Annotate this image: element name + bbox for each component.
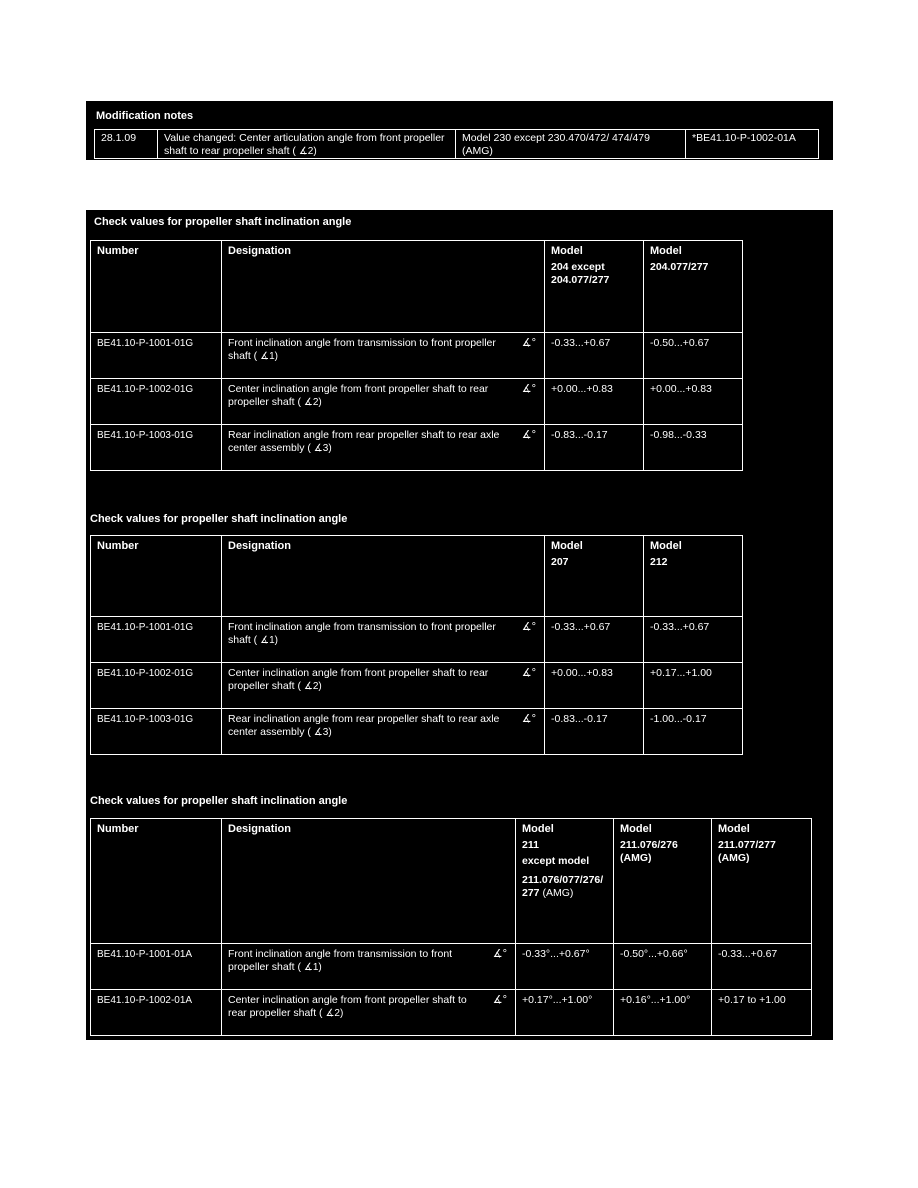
header-model-value: 211.077/277 (AMG) bbox=[718, 839, 776, 864]
table2-title: Check values for propeller shaft inclination angle bbox=[90, 513, 348, 525]
row-number: BE41.10-P-1002-01G bbox=[97, 384, 194, 395]
header-model-label: Model bbox=[620, 823, 652, 835]
table-header-row bbox=[91, 819, 812, 944]
header-model-value: 204.077/277 bbox=[650, 261, 709, 273]
angle-icon: ∡° bbox=[492, 948, 507, 960]
header-model-amg: (AMG) bbox=[542, 887, 574, 899]
header-designation: Designation bbox=[228, 823, 291, 835]
row-value: -0.33°...+0.67° bbox=[522, 948, 590, 960]
modification-reference: *BE41.10-P-1002-01A bbox=[692, 132, 796, 144]
modification-notes-panel bbox=[86, 101, 833, 160]
row-designation: Front inclination angle from transmission to front propeller shaft ( ∡1) ∡° bbox=[228, 948, 507, 973]
header-designation: Designation bbox=[228, 245, 291, 257]
row-designation: Center inclination angle from front propeller shaft to rear propeller shaft ( ∡2) ∡° bbox=[228, 383, 536, 408]
row-value: -0.33...+0.67 bbox=[551, 337, 611, 349]
angle-2-symbol: ∡2) bbox=[325, 1008, 344, 1019]
header-model-excluded: 211.076/077/276/ 277 bbox=[522, 874, 604, 899]
header-model-value: 211.076/276 (AMG) bbox=[620, 839, 678, 864]
angle-2-symbol: ∡2) bbox=[303, 681, 322, 692]
angle-icon: ∡° bbox=[521, 667, 536, 679]
row-value: -0.33...+0.67 bbox=[551, 621, 611, 633]
modification-model: Model 230 except 230.470/472/ 474/479 (AMG) bbox=[462, 132, 650, 157]
table-row bbox=[91, 333, 743, 379]
header-model-label: Model bbox=[650, 245, 682, 257]
table-row bbox=[91, 709, 743, 755]
header-designation: Designation bbox=[228, 540, 291, 552]
header-model-label: Model bbox=[718, 823, 750, 835]
row-designation: Rear inclination angle from rear propeller shaft to rear axle center assembly ( ∡3) ∡° bbox=[228, 429, 536, 454]
angle-3-symbol: ∡3) bbox=[313, 727, 332, 738]
modification-date: 28.1.09 bbox=[101, 132, 137, 144]
angle-icon: ∡° bbox=[521, 713, 536, 725]
table-header-row bbox=[91, 536, 743, 617]
table1 bbox=[90, 240, 743, 471]
row-value: +0.00...+0.83 bbox=[551, 383, 613, 395]
row-value: -0.83...-0.17 bbox=[551, 713, 608, 725]
row-number: BE41.10-P-1001-01G bbox=[97, 338, 194, 349]
row-designation: Front inclination angle from transmission to front propeller shaft ( ∡1) ∡° bbox=[228, 621, 536, 646]
row-designation: Rear inclination angle from rear propeller shaft to rear axle center assembly ( ∡3) ∡° bbox=[228, 713, 536, 738]
header-model-value: 207 bbox=[551, 556, 569, 568]
table-row bbox=[91, 663, 743, 709]
table-header-row bbox=[91, 241, 743, 333]
angle-2-symbol: ∡2) bbox=[303, 397, 322, 408]
header-model-label: Model bbox=[551, 245, 583, 257]
header-model-value: 204 except 204.077/277 bbox=[551, 261, 610, 286]
row-value: -0.50...+0.67 bbox=[650, 337, 710, 349]
header-model-value: 212 bbox=[650, 556, 668, 568]
angle-icon: ∡° bbox=[521, 429, 536, 441]
row-number: BE41.10-P-1003-01G bbox=[97, 714, 194, 725]
angle-1-symbol: ∡1) bbox=[303, 962, 322, 973]
angle-1-symbol: ∡1) bbox=[260, 635, 278, 646]
table2 bbox=[90, 535, 743, 755]
table-row bbox=[91, 944, 812, 990]
header-model-label: Model bbox=[650, 540, 682, 552]
modification-notes-table bbox=[94, 129, 819, 159]
table3 bbox=[90, 818, 812, 1036]
header-model-label: Model bbox=[522, 823, 554, 835]
row-value: +0.00...+0.83 bbox=[650, 383, 712, 395]
row-designation: Front inclination angle from transmission to front propeller shaft ( ∡1) ∡° bbox=[228, 337, 536, 362]
angle-2-symbol: ∡2) bbox=[298, 146, 317, 157]
row-value: -0.33...+0.67 bbox=[718, 948, 778, 960]
angle-1-symbol: ∡1) bbox=[260, 351, 278, 362]
header-model-except: except model bbox=[522, 855, 590, 867]
row-value: +0.17...+1.00 bbox=[650, 667, 712, 679]
header-model-value: 211 bbox=[522, 839, 539, 851]
row-value: +0.17 to +1.00 bbox=[718, 994, 786, 1006]
table-row bbox=[91, 425, 743, 471]
angle-icon: ∡° bbox=[521, 621, 536, 633]
table3-title: Check values for propeller shaft inclination angle bbox=[90, 795, 348, 807]
row-value: -0.83...-0.17 bbox=[551, 429, 608, 441]
angle-icon: ∡° bbox=[521, 383, 536, 395]
check-values-panel bbox=[86, 210, 833, 1040]
row-value: -0.33...+0.67 bbox=[650, 621, 710, 633]
angle-icon: ∡° bbox=[492, 994, 507, 1006]
row-value: -0.98...-0.33 bbox=[650, 429, 707, 441]
table1-title: Check values for propeller shaft inclination angle bbox=[94, 216, 352, 228]
table-row bbox=[95, 130, 819, 159]
row-value: +0.00...+0.83 bbox=[551, 667, 613, 679]
row-number: BE41.10-P-1002-01A bbox=[97, 995, 193, 1006]
header-number: Number bbox=[97, 245, 139, 257]
table-row bbox=[91, 617, 743, 663]
row-value: +0.16°...+1.00° bbox=[620, 994, 691, 1006]
row-value: -0.50°...+0.66° bbox=[620, 948, 688, 960]
row-designation: Center inclination angle from front propeller shaft to rear propeller shaft ( ∡2) ∡° bbox=[228, 667, 536, 692]
modification-notes-title: Modification notes bbox=[96, 110, 194, 122]
row-number: BE41.10-P-1001-01A bbox=[97, 949, 193, 960]
table-row bbox=[91, 990, 812, 1036]
row-designation: Center inclination angle from front propeller shaft to rear propeller shaft ( ∡2) ∡° bbox=[228, 994, 507, 1019]
row-value: -1.00...-0.17 bbox=[650, 713, 707, 725]
angle-icon: ∡° bbox=[521, 337, 536, 349]
modification-change: Value changed: Center articulation angle from front propeller shaft to rear propeller shaft ( ∡2) bbox=[164, 132, 445, 157]
header-number: Number bbox=[97, 823, 139, 835]
row-number: BE41.10-P-1002-01G bbox=[97, 668, 194, 679]
angle-3-symbol: ∡3) bbox=[313, 443, 332, 454]
row-number: BE41.10-P-1003-01G bbox=[97, 430, 194, 441]
header-number: Number bbox=[97, 540, 139, 552]
table-row bbox=[91, 379, 743, 425]
row-number: BE41.10-P-1001-01G bbox=[97, 622, 194, 633]
header-model-label: Model bbox=[551, 540, 583, 552]
row-value: +0.17°...+1.00° bbox=[522, 994, 593, 1006]
